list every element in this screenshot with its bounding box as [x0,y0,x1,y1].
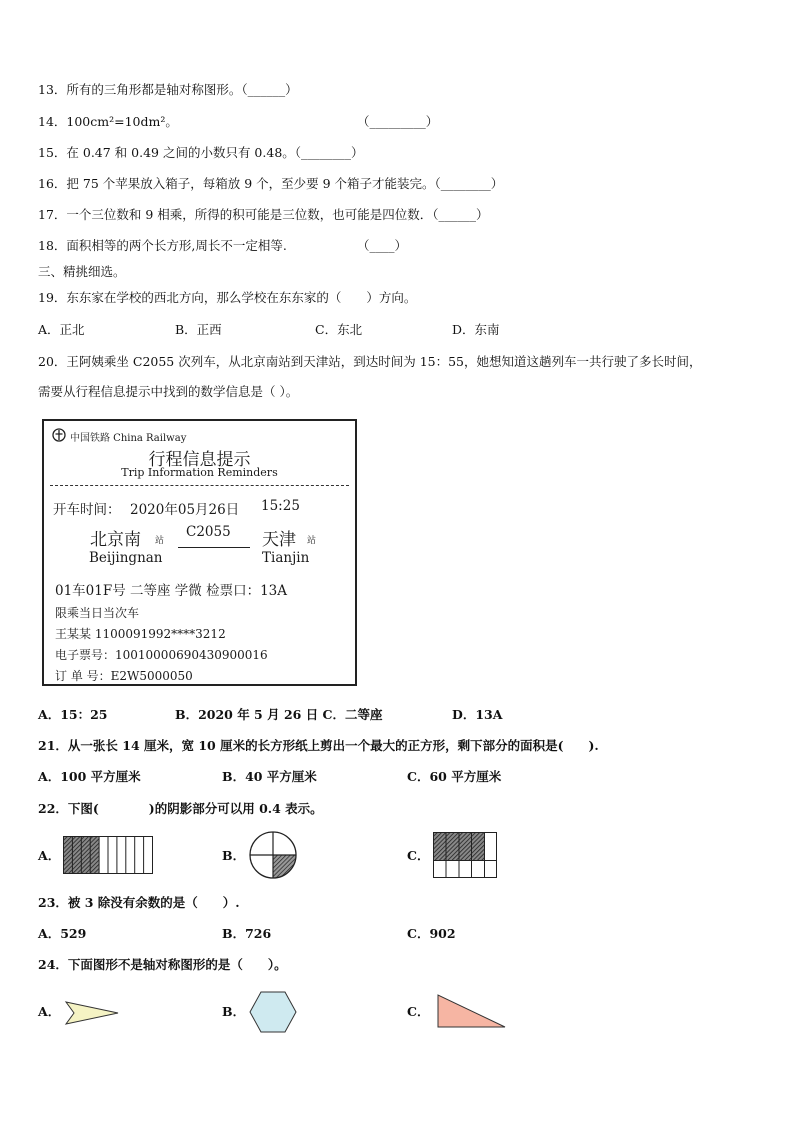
question-18: 18．面积相等的两个长方形,周长不一定相等. [38,238,287,253]
q22-option-b[interactable]: B． [222,848,246,863]
q19-option-b[interactable]: B．正西 [175,322,222,337]
to-station-suffix: 站 [307,536,317,546]
railway-logo-icon [52,428,66,442]
depart-date: 2020年05月26日 [130,502,240,518]
question-15: 15．在 0.47 和 0.49 之间的小数只有 0.48。（________） [38,145,364,160]
arrow-shape-figure [65,1001,121,1025]
question-18-blank: （____） [357,238,408,253]
q22-option-c[interactable]: C． [407,848,430,863]
depart-time: 15:25 [261,498,300,514]
question-14-blank: （_________） [357,114,439,129]
circle-quarter-figure [246,831,300,879]
depart-label: 开车时间： [53,502,121,518]
valid-note: 限乘当日当次车 [55,606,140,620]
passenger-info: 王某某 1100091992****3212 [55,627,226,641]
ticket-subtitle: Trip Information Reminders [121,466,278,479]
question-20-line1: 20．王阿姨乘坐 C2055 次列车，从北京南站到天津站，到达时间为 15：55，她想知道这趟列车一共行驶了多长时间， [38,354,702,369]
from-station-en: Beijingnan [89,550,163,566]
question-24: 24．下面图形不是轴对称图形的是（ ）。 [38,957,287,972]
ticket-logo-text: 中国铁路 China Railway [70,433,187,444]
question-17: 17．一个三位数和 9 相乘，所得的积可能是三位数，也可能是四位数．（______） [38,207,489,222]
trip-ticket [42,419,357,686]
q23-option-c[interactable]: C．902 [407,926,456,941]
question-23: 23．被 3 除没有余数的是（ ）. [38,895,240,910]
q24-option-a[interactable]: A． [38,1004,61,1019]
seat-info: 01车01F号 二等座 学微 检票口：13A [55,583,288,599]
q20-option-a[interactable]: A．15：25 [38,707,108,722]
q21-option-b[interactable]: B．40 平方厘米 [222,769,317,784]
hexagon-figure [249,991,297,1033]
ticket-title: 行程信息提示 [148,450,251,470]
right-triangle-figure [437,994,507,1028]
q19-option-a[interactable]: A．正北 [38,322,85,337]
from-station-suffix: 站 [155,536,165,546]
q23-option-b[interactable]: B．726 [222,926,272,941]
to-station-en: Tianjin [262,550,310,566]
question-21: 21．从一张长 14 厘米，宽 10 厘米的长方形纸上剪出一个最大的正方形，剩下部分的面积是( ). [38,738,599,753]
q22-option-a[interactable]: A． [38,848,61,863]
q20-option-b-c[interactable]: B．2020 年 5 月 26 日 C．二等座 [175,707,383,722]
from-station: 北京南 [90,530,141,550]
question-13: 13．所有的三角形都是轴对称图形。（______） [38,82,298,97]
to-station: 天津 [262,530,296,550]
train-line [178,547,250,548]
eticket-number: 电子票号：10010000690430900016 [55,648,268,662]
strip-fraction-figure [63,836,153,874]
q19-option-c[interactable]: C．东北 [315,322,363,337]
q19-option-d[interactable]: D．东南 [452,322,500,337]
question-20-line2: 需要从行程信息提示中找到的数学信息是（ ）。 [38,384,299,399]
q20-option-d[interactable]: D．13A [452,707,503,722]
q24-option-b[interactable]: B． [222,1004,246,1019]
train-number: C2055 [186,524,231,540]
section-heading: 三、精挑细选。 [38,264,126,279]
q21-option-a[interactable]: A．100 平方厘米 [38,769,141,784]
q21-option-c[interactable]: C．60 平方厘米 [407,769,502,784]
q24-option-c[interactable]: C． [407,1004,430,1019]
question-16: 16．把 75 个苹果放入箱子，每箱放 9 个，至少要 9 个箱子才能装完。（________） [38,176,504,191]
order-number: 订 单 号：E2W5000050 [55,669,193,683]
question-22: 22．下图( )的阴影部分可以用 0.4 表示。 [38,801,323,816]
question-19: 19．东东家在学校的西北方向，那么学校在东东家的（ ）方向。 [38,290,417,305]
grid-fraction-figure [433,832,497,878]
q23-option-a[interactable]: A．529 [38,926,87,941]
ticket-divider [50,485,349,486]
question-14: 14．100cm²=10dm²。 [38,114,178,129]
